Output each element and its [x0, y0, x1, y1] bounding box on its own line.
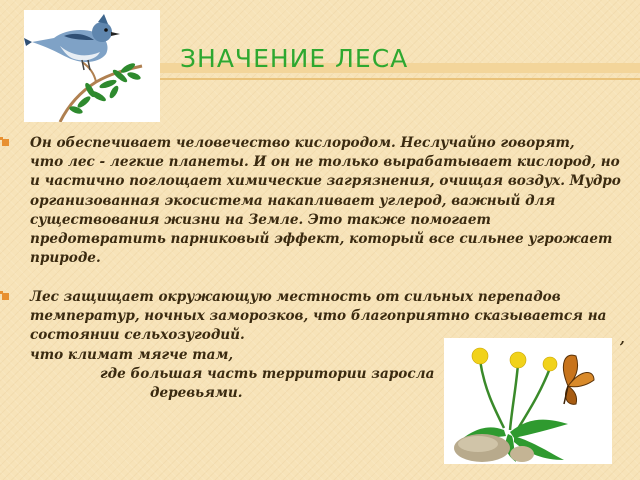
- trailing-comma: ,: [620, 331, 625, 347]
- text-line: организованная экосистема накапливает углерод, важный для: [30, 192, 556, 209]
- title-underline: [160, 78, 640, 80]
- bullet-paragraph-1: [30, 134, 626, 268]
- bullet-icon: [2, 139, 9, 146]
- text-line: где большая часть территории заросла: [100, 365, 435, 382]
- text-line: предотвратить парниковый эффект, который все сильнее угрожает: [30, 231, 613, 248]
- text-line: и частично поглощает химические загрязнения, очищая воздух. Мудро: [30, 173, 621, 190]
- text-line: Он обеспечивает человечество кислородом. Неслучайно говорят,: [30, 135, 575, 151]
- text-line: деревьями.: [150, 385, 243, 402]
- text-line: что климат мягче там,: [30, 346, 234, 363]
- text-line: существования жизни на Земле. Это также помогает: [30, 211, 491, 228]
- text-line: природе.: [30, 250, 101, 267]
- slide-title: ЗНАЧЕНИЕ ЛЕСА: [180, 44, 409, 73]
- text-line: Лес защищает окружающую местность от сильных перепадов: [30, 289, 561, 305]
- text-line: что лес - легкие планеты. И он не только вырабатывает кислород, но: [30, 154, 620, 171]
- text-line: температур, ночных заморозков, что благоприятно сказывается на: [30, 308, 607, 325]
- bullet-icon: [2, 293, 9, 300]
- bird-on-branch-icon: [24, 10, 160, 122]
- text-line: состоянии сельхозугодий.: [30, 327, 245, 344]
- dandelion-butterfly-stone-icon: [444, 338, 612, 464]
